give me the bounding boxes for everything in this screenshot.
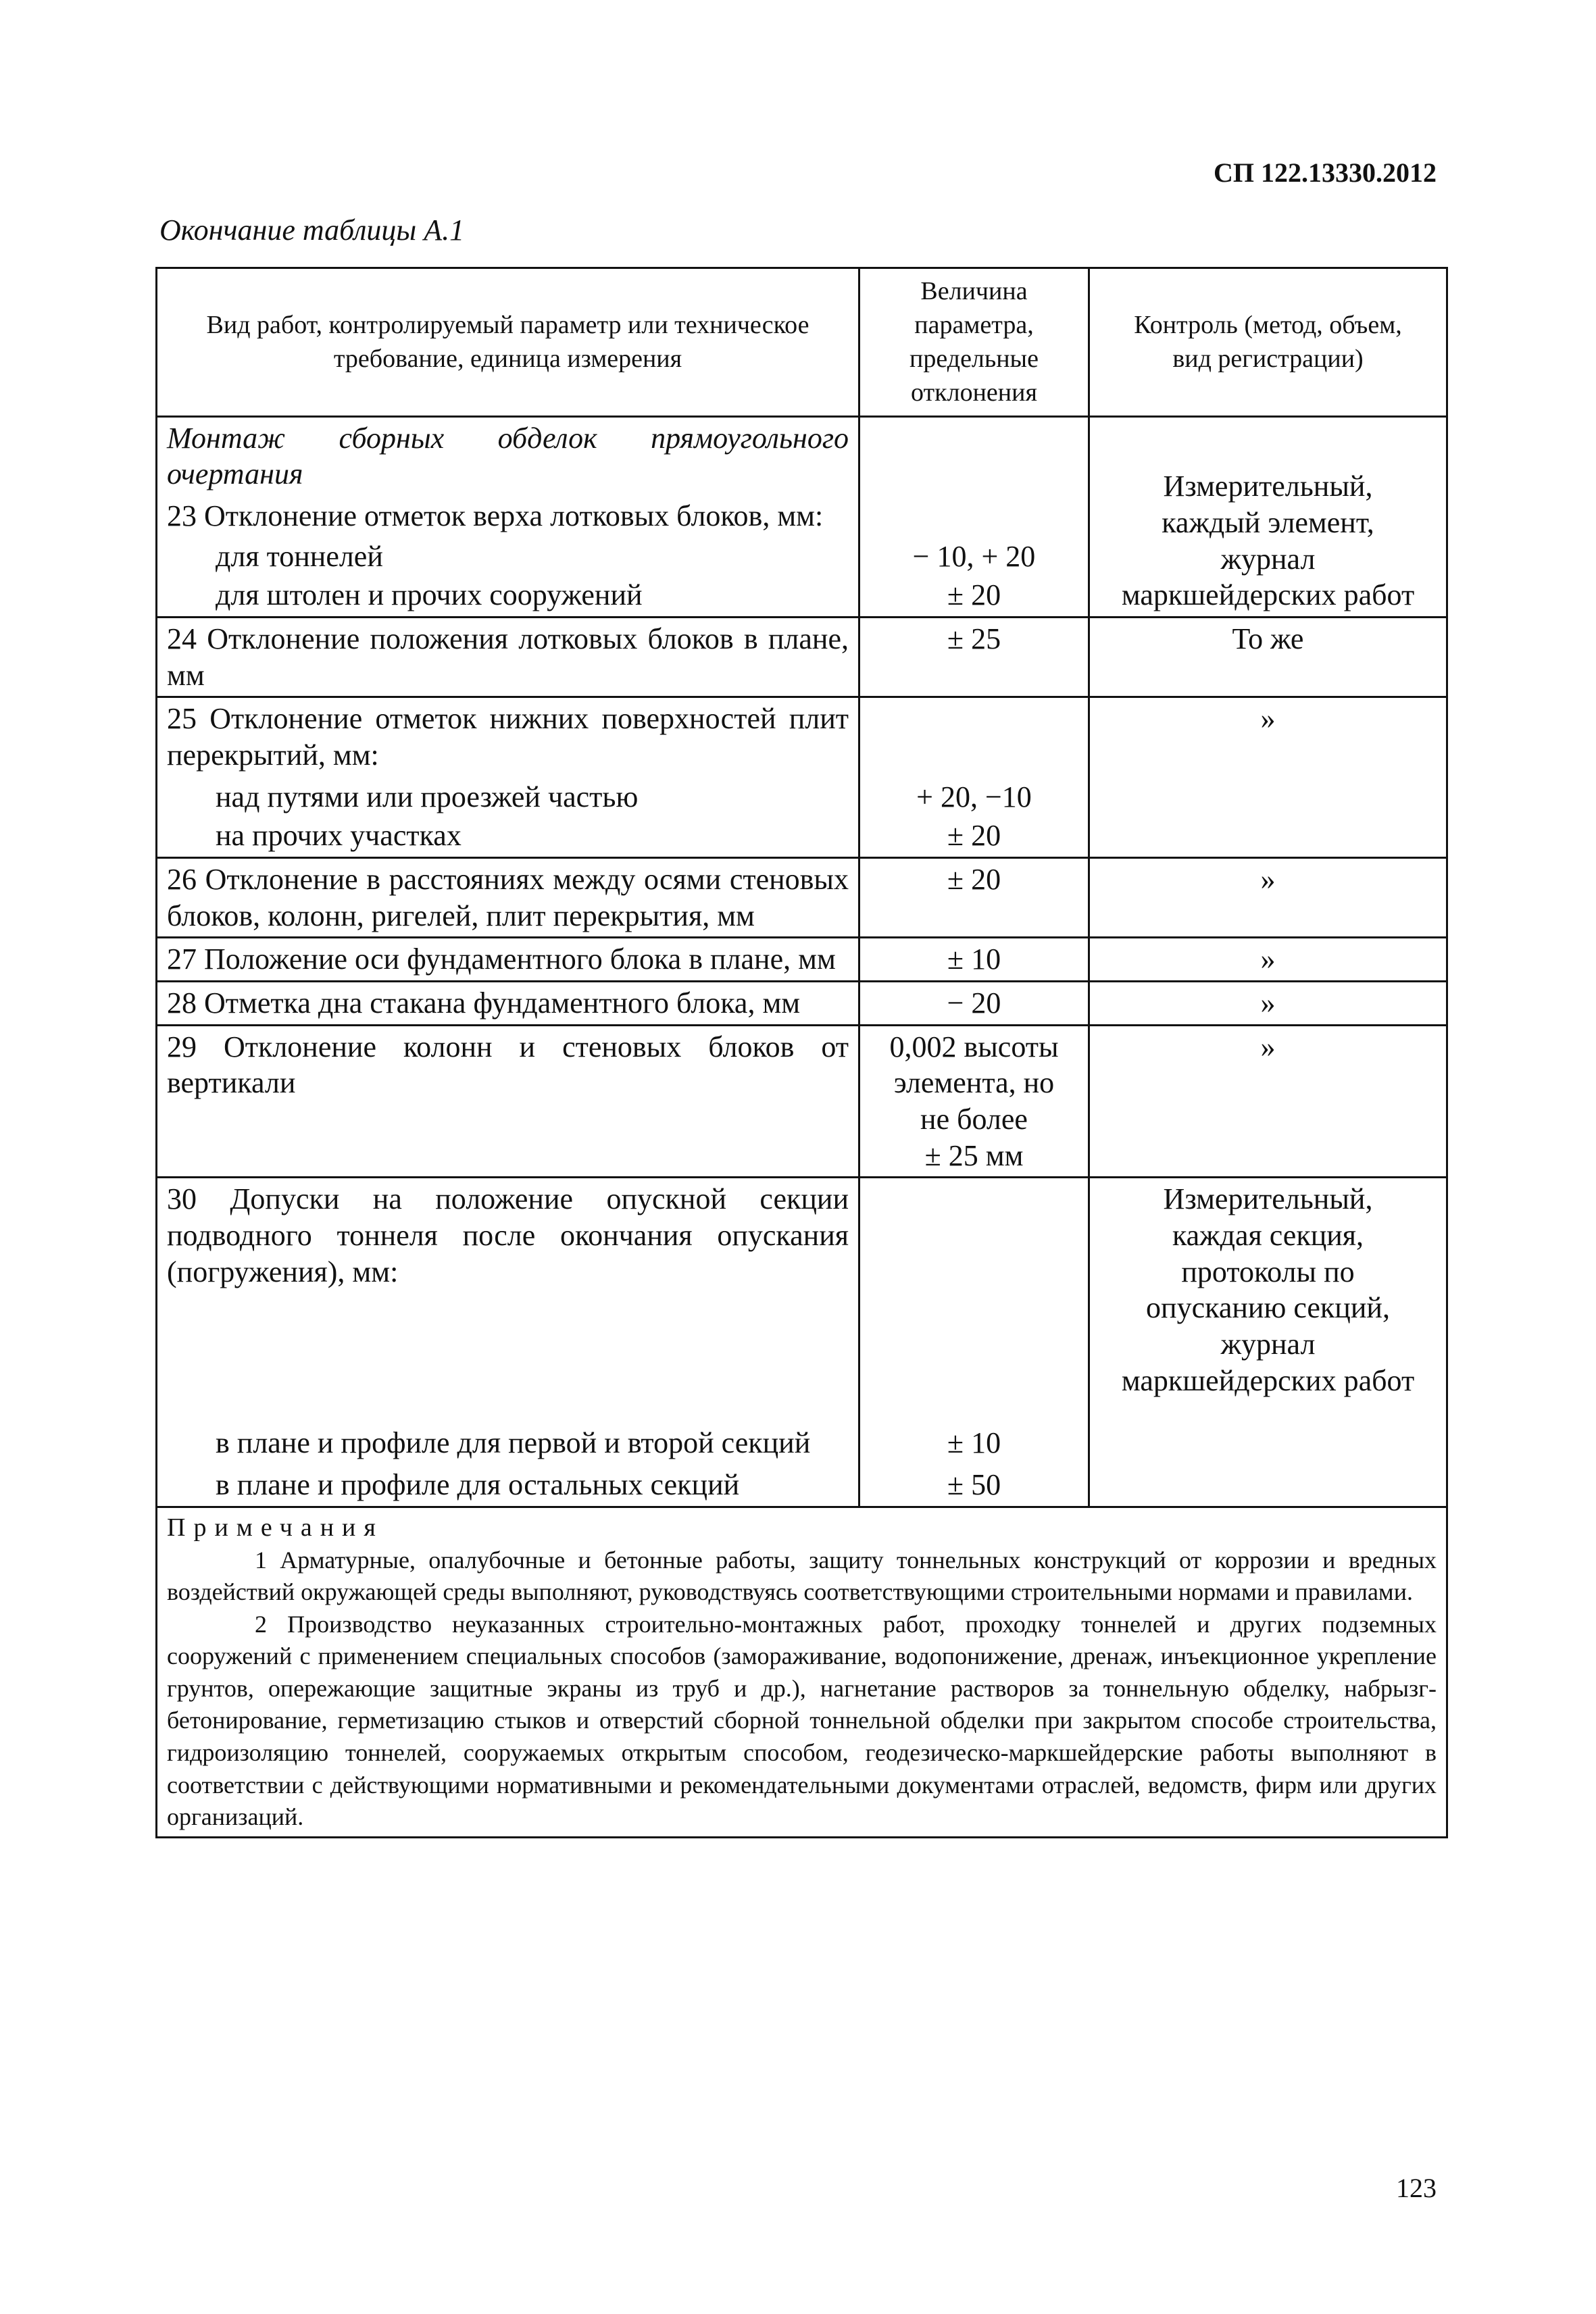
header-control: Контроль (метод, объем, вид регистрации) bbox=[1089, 268, 1447, 417]
row-28-value: − 20 bbox=[859, 982, 1089, 1026]
table-row bbox=[157, 982, 1447, 1026]
row-29-text: 29 Отклонение колонн и стеновых блоков от вертикали bbox=[157, 1025, 859, 1178]
row-30-control-line: каждая секция, bbox=[1172, 1219, 1364, 1253]
row-27-control: » bbox=[1089, 938, 1447, 982]
row-25-description bbox=[157, 697, 859, 858]
row-30-values bbox=[859, 1178, 1089, 1507]
row-23-control bbox=[1089, 416, 1447, 617]
row-25-control: » bbox=[1089, 697, 1447, 858]
row-30-sub-2: в плане и профиле для остальных секций bbox=[216, 1468, 740, 1502]
row-28-control: » bbox=[1089, 982, 1447, 1026]
table-header-row bbox=[157, 268, 1447, 417]
row-25-sub-1: над путями или проезжей частью bbox=[216, 780, 639, 813]
notes-row bbox=[157, 1507, 1447, 1837]
section-title: Монтаж сборных обделок прямоугольного очертания bbox=[167, 421, 849, 491]
row-30-control bbox=[1089, 1178, 1447, 1507]
row-23-values bbox=[859, 416, 1089, 617]
tolerance-table bbox=[155, 267, 1448, 1838]
row-30-control-line: протоколы по bbox=[1181, 1255, 1355, 1288]
row-28-text: 28 Отметка дна стакана фундаментного блока, мм bbox=[157, 982, 859, 1026]
row-30-description bbox=[157, 1178, 859, 1507]
table-row bbox=[157, 858, 1447, 938]
header-work-type: Вид работ, контролируемый параметр или техническое требование, единица измерения bbox=[157, 268, 859, 417]
table-row bbox=[157, 1178, 1447, 1507]
row-29-value-line: не более bbox=[920, 1103, 1028, 1136]
row-23-text: 23 Отклонение отметок верха лотковых блоков, мм: bbox=[167, 499, 824, 532]
row-23-control-line: журнал bbox=[1220, 542, 1316, 576]
row-30-sub-1: в плане и профиле для первой и второй секций bbox=[216, 1426, 811, 1460]
row-29-value-line: элемента, но bbox=[893, 1066, 1055, 1100]
row-30-control-line: журнал bbox=[1220, 1328, 1316, 1361]
row-23-control-line: маркшейдерских работ bbox=[1121, 578, 1415, 612]
row-25-sub-2: на прочих участках bbox=[216, 819, 462, 853]
row-30-control-line: опусканию секций, bbox=[1146, 1291, 1390, 1325]
row-26-text: 26 Отклонение в расстояниях между осями стеновых блоков, колонн, ригелей, плит перекрытия, мм bbox=[157, 858, 859, 938]
row-23-control-line: Измерительный, bbox=[1163, 470, 1373, 503]
row-25-value-1: + 20, −10 bbox=[916, 780, 1032, 813]
table-row bbox=[157, 416, 1447, 617]
row-29-value bbox=[859, 1025, 1089, 1178]
row-29-value-line: ± 25 мм bbox=[924, 1138, 1024, 1172]
row-25-text: 25 Отклонение отметок нижних поверхностей плит перекрытий, мм: bbox=[167, 702, 849, 772]
row-23-value-1: − 10, + 20 bbox=[912, 539, 1036, 573]
table-row bbox=[157, 697, 1447, 858]
header-parameter-value: Величина параметра, предельные отклонения bbox=[859, 268, 1089, 417]
document-code: СП 122.13330.2012 bbox=[1214, 157, 1437, 188]
row-24-text: 24 Отклонение положения лотковых блоков в плане, мм bbox=[157, 617, 859, 697]
row-25-value-2: ± 20 bbox=[947, 819, 1001, 853]
row-23-sub-1: для тоннелей bbox=[216, 539, 383, 573]
row-27-text: 27 Положение оси фундаментного блока в плане, мм bbox=[157, 938, 859, 982]
row-30-value-2: ± 50 bbox=[947, 1468, 1001, 1502]
row-24-value: ± 25 bbox=[859, 617, 1089, 697]
row-23-sub-2: для штолен и прочих сооружений bbox=[216, 578, 643, 612]
row-30-control-line: маркшейдерских работ bbox=[1121, 1363, 1415, 1397]
page-number: 123 bbox=[1396, 2173, 1437, 2203]
row-29-control: » bbox=[1089, 1025, 1447, 1178]
notes-title: Примечания bbox=[167, 1513, 384, 1542]
table-row bbox=[157, 617, 1447, 697]
row-30-control-line: Измерительный, bbox=[1163, 1182, 1373, 1216]
note-item: 2 Производство неуказанных строительно-монтажных работ, проходку тоннелей и других подземных сооружений с применением специальных способов (замораживание, водопонижение, дренаж, инъекционное укрепление грунтов, опережающие защитные экраны из труб и др.), нагнетание растворов за тоннельную обделку, набрызг-бетонирование, герметизацию стыков и отверстий сборной тоннельной обделки при закрытом способе строительства, гидроизоляцию тоннелей, сооружаемых открытым способом, геодезическо-маркшейдерские работы выполняют в соответствии с действующими нормативными и рекомендательными документами отраслей, ведомств, фирм или других организаций. bbox=[167, 1610, 1437, 1831]
row-29-value-line: 0,002 высоты bbox=[889, 1030, 1059, 1063]
row-24-control: То же bbox=[1089, 617, 1447, 697]
row-30-value-1: ± 10 bbox=[947, 1426, 1001, 1460]
note-item: 1 Арматурные, опалубочные и бетонные работы, защиту тоннельных конструкций от коррозии и вредных воздействий окружающей среды выполняют, руководствуясь соответствующими строительными нормами и правилами. bbox=[167, 1546, 1437, 1606]
table-row bbox=[157, 938, 1447, 982]
row-27-value: ± 10 bbox=[859, 938, 1089, 982]
row-26-value: ± 20 bbox=[859, 858, 1089, 938]
row-30-text: 30 Допуски на положение опускной секции подводного тоннеля после окончания опускания (погружения), мм: bbox=[167, 1182, 849, 1288]
notes-cell bbox=[157, 1507, 1447, 1837]
table-row bbox=[157, 1025, 1447, 1178]
row-23-control-line: каждый элемент, bbox=[1162, 505, 1374, 539]
table-caption: Окончание таблицы А.1 bbox=[159, 213, 465, 247]
row-23-value-2: ± 20 bbox=[947, 578, 1001, 612]
row-23-description bbox=[157, 416, 859, 617]
row-26-control: » bbox=[1089, 858, 1447, 938]
row-25-values bbox=[859, 697, 1089, 858]
